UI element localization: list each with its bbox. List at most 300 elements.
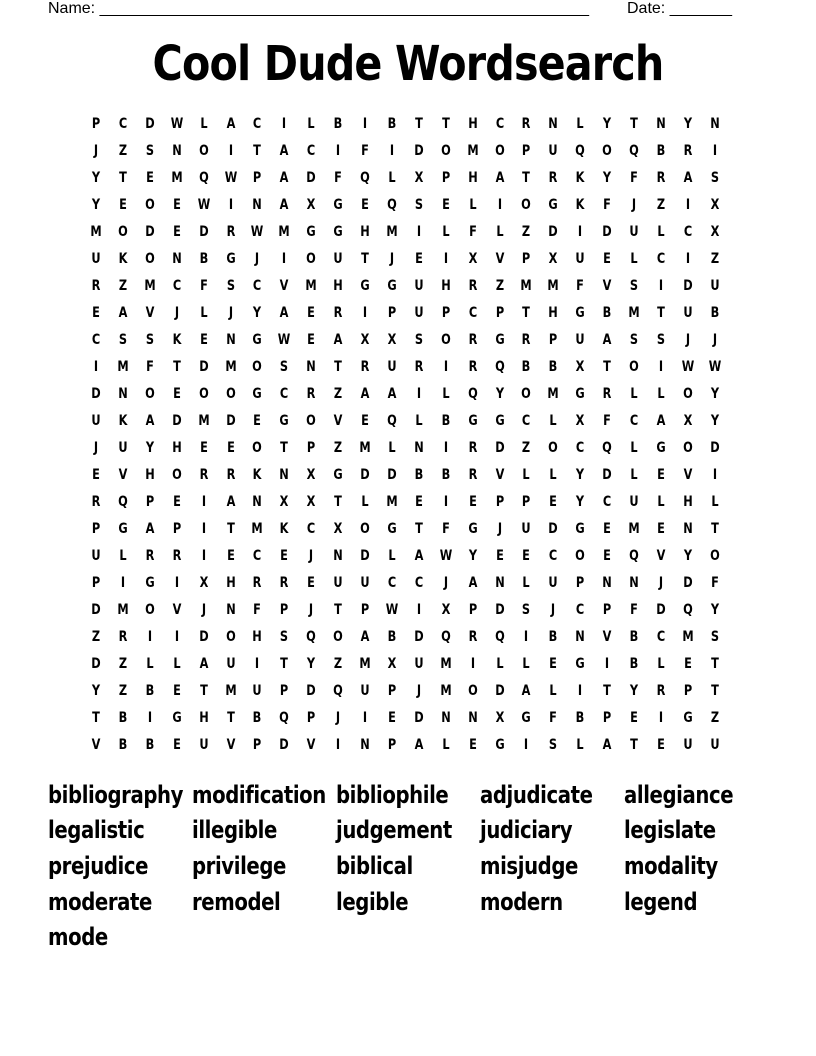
- grid-letter[interactable]: J: [712, 332, 717, 348]
- grid-letter[interactable]: T: [226, 710, 235, 726]
- grid-letter[interactable]: I: [416, 386, 421, 402]
- grid-letter[interactable]: S: [522, 602, 531, 618]
- grid-letter[interactable]: L: [549, 467, 557, 483]
- grid-letter[interactable]: N: [602, 575, 612, 591]
- grid-letter[interactable]: G: [575, 521, 585, 537]
- grid-letter[interactable]: E: [226, 440, 235, 456]
- grid-letter[interactable]: D: [683, 575, 693, 591]
- grid-letter[interactable]: O: [144, 602, 155, 618]
- grid-letter[interactable]: R: [522, 116, 531, 132]
- grid-letter[interactable]: S: [145, 332, 154, 348]
- grid-letter[interactable]: A: [333, 332, 343, 348]
- grid-letter[interactable]: P: [522, 251, 531, 267]
- grid-letter[interactable]: I: [255, 656, 260, 672]
- grid-letter[interactable]: C: [576, 602, 585, 618]
- grid-letter[interactable]: X: [548, 251, 558, 267]
- grid-letter[interactable]: Q: [306, 629, 317, 645]
- grid-letter[interactable]: N: [360, 737, 370, 753]
- grid-letter[interactable]: T: [603, 359, 611, 375]
- grid-letter[interactable]: E: [307, 332, 316, 348]
- grid-letter[interactable]: X: [306, 197, 316, 213]
- grid-letter[interactable]: O: [440, 332, 451, 348]
- grid-letter[interactable]: M: [440, 683, 452, 699]
- grid-letter[interactable]: D: [494, 440, 505, 456]
- grid-letter[interactable]: V: [306, 737, 316, 753]
- grid-letter[interactable]: J: [416, 683, 421, 699]
- grid-letter[interactable]: T: [657, 305, 665, 321]
- grid-letter[interactable]: C: [656, 629, 666, 645]
- grid-letter[interactable]: N: [171, 251, 182, 267]
- grid-letter[interactable]: F: [468, 224, 477, 240]
- grid-letter[interactable]: I: [120, 575, 125, 591]
- grid-letter[interactable]: O: [440, 143, 451, 159]
- grid-letter[interactable]: Y: [602, 170, 612, 186]
- grid-letter[interactable]: U: [548, 143, 558, 159]
- grid-letter[interactable]: Z: [118, 656, 127, 672]
- grid-letter[interactable]: T: [441, 116, 450, 132]
- grid-letter[interactable]: M: [305, 278, 317, 294]
- grid-letter[interactable]: Y: [91, 170, 101, 186]
- grid-letter[interactable]: J: [93, 440, 99, 456]
- grid-letter[interactable]: I: [147, 710, 152, 726]
- grid-letter[interactable]: E: [495, 548, 504, 564]
- grid-letter[interactable]: D: [198, 359, 209, 375]
- grid-letter[interactable]: L: [119, 548, 127, 564]
- grid-letter[interactable]: D: [414, 710, 424, 726]
- grid-letter[interactable]: X: [575, 359, 585, 375]
- grid-letter[interactable]: T: [172, 359, 181, 375]
- grid-letter[interactable]: Y: [91, 683, 101, 699]
- grid-letter[interactable]: I: [685, 251, 690, 267]
- grid-letter[interactable]: N: [171, 143, 182, 159]
- grid-letter[interactable]: V: [172, 602, 182, 618]
- grid-letter[interactable]: I: [362, 116, 368, 132]
- grid-letter[interactable]: J: [443, 575, 448, 591]
- grid-letter[interactable]: H: [225, 575, 236, 591]
- grid-letter[interactable]: T: [280, 440, 289, 456]
- grid-letter[interactable]: P: [172, 521, 181, 537]
- grid-letter[interactable]: N: [118, 386, 128, 402]
- grid-letter[interactable]: L: [442, 737, 450, 753]
- grid-letter[interactable]: R: [91, 494, 101, 510]
- grid-letter[interactable]: B: [575, 710, 585, 726]
- grid-letter[interactable]: X: [414, 170, 424, 186]
- grid-letter[interactable]: E: [253, 413, 262, 429]
- grid-letter[interactable]: Z: [522, 224, 531, 240]
- grid-letter[interactable]: I: [147, 629, 152, 645]
- grid-letter[interactable]: M: [628, 521, 640, 537]
- grid-letter[interactable]: V: [602, 629, 612, 645]
- grid-letter[interactable]: H: [467, 170, 478, 186]
- grid-letter[interactable]: U: [629, 224, 639, 240]
- grid-letter[interactable]: F: [630, 170, 638, 186]
- grid-letter[interactable]: M: [90, 224, 102, 240]
- grid-letter[interactable]: P: [360, 602, 370, 618]
- grid-letter[interactable]: V: [279, 278, 289, 294]
- grid-letter[interactable]: D: [225, 413, 236, 429]
- grid-letter[interactable]: M: [547, 386, 559, 402]
- grid-letter[interactable]: F: [603, 197, 611, 213]
- grid-letter[interactable]: U: [683, 737, 693, 753]
- grid-letter[interactable]: J: [309, 548, 314, 564]
- grid-letter[interactable]: E: [92, 467, 100, 483]
- grid-letter[interactable]: D: [548, 224, 559, 240]
- grid-letter[interactable]: E: [119, 197, 127, 213]
- grid-letter[interactable]: T: [334, 494, 342, 510]
- grid-letter[interactable]: Q: [575, 143, 586, 159]
- grid-letter[interactable]: D: [306, 170, 316, 186]
- grid-letter[interactable]: D: [387, 467, 397, 483]
- grid-letter[interactable]: E: [172, 683, 181, 699]
- grid-letter[interactable]: B: [441, 413, 451, 429]
- grid-letter[interactable]: E: [388, 710, 396, 726]
- grid-letter[interactable]: U: [333, 575, 343, 591]
- grid-letter[interactable]: Q: [360, 170, 370, 186]
- grid-letter[interactable]: N: [279, 467, 290, 483]
- grid-letter[interactable]: D: [414, 629, 424, 645]
- grid-letter[interactable]: F: [549, 710, 558, 726]
- grid-letter[interactable]: P: [253, 737, 262, 753]
- grid-letter[interactable]: R: [468, 278, 477, 294]
- grid-letter[interactable]: O: [144, 197, 155, 213]
- grid-letter[interactable]: A: [118, 305, 128, 321]
- grid-letter[interactable]: U: [387, 359, 397, 375]
- grid-letter[interactable]: C: [683, 224, 692, 240]
- grid-letter[interactable]: B: [656, 143, 666, 159]
- grid-letter[interactable]: E: [603, 548, 611, 564]
- grid-letter[interactable]: L: [657, 656, 665, 672]
- grid-letter[interactable]: P: [91, 116, 101, 132]
- grid-letter[interactable]: W: [170, 116, 183, 132]
- grid-letter[interactable]: L: [657, 224, 665, 240]
- grid-letter[interactable]: I: [416, 224, 421, 240]
- grid-letter[interactable]: Q: [440, 629, 451, 645]
- grid-letter[interactable]: E: [145, 170, 154, 186]
- grid-letter[interactable]: R: [656, 683, 666, 699]
- grid-letter[interactable]: I: [443, 494, 448, 510]
- grid-letter[interactable]: V: [656, 548, 666, 564]
- grid-letter[interactable]: D: [279, 737, 290, 753]
- grid-letter[interactable]: E: [172, 386, 181, 402]
- grid-letter[interactable]: I: [658, 710, 663, 726]
- grid-letter[interactable]: E: [522, 548, 531, 564]
- grid-letter[interactable]: B: [387, 116, 397, 132]
- grid-letter[interactable]: P: [495, 305, 504, 321]
- grid-letter[interactable]: C: [576, 440, 585, 456]
- grid-letter[interactable]: E: [549, 656, 558, 672]
- grid-letter[interactable]: T: [361, 251, 369, 267]
- grid-letter[interactable]: A: [226, 116, 235, 132]
- grid-letter[interactable]: Q: [602, 440, 612, 456]
- grid-letter[interactable]: F: [253, 602, 262, 618]
- grid-letter[interactable]: Q: [494, 359, 505, 375]
- grid-letter[interactable]: E: [172, 494, 181, 510]
- grid-letter[interactable]: G: [172, 710, 182, 726]
- grid-letter[interactable]: O: [333, 629, 343, 645]
- grid-letter[interactable]: N: [333, 548, 343, 564]
- grid-letter[interactable]: G: [225, 251, 236, 267]
- grid-letter[interactable]: A: [145, 413, 155, 429]
- grid-letter[interactable]: K: [118, 413, 128, 429]
- grid-letter[interactable]: G: [387, 278, 397, 294]
- grid-letter[interactable]: D: [548, 521, 559, 537]
- grid-letter[interactable]: U: [414, 278, 424, 294]
- grid-letter[interactable]: A: [387, 386, 397, 402]
- grid-letter[interactable]: H: [467, 116, 478, 132]
- grid-letter[interactable]: P: [387, 305, 397, 321]
- grid-letter[interactable]: L: [711, 494, 719, 510]
- grid-letter[interactable]: S: [226, 278, 235, 294]
- grid-letter[interactable]: T: [199, 683, 208, 699]
- grid-letter[interactable]: I: [201, 494, 206, 510]
- grid-letter[interactable]: U: [575, 251, 585, 267]
- grid-letter[interactable]: T: [253, 143, 262, 159]
- grid-letter[interactable]: O: [225, 629, 236, 645]
- grid-letter[interactable]: C: [387, 575, 397, 591]
- grid-letter[interactable]: U: [548, 575, 558, 591]
- grid-letter[interactable]: B: [333, 116, 343, 132]
- grid-letter[interactable]: E: [657, 737, 665, 753]
- grid-letter[interactable]: H: [360, 224, 370, 240]
- grid-letter[interactable]: R: [360, 359, 370, 375]
- grid-letter[interactable]: D: [494, 683, 505, 699]
- grid-letter[interactable]: I: [228, 197, 233, 213]
- grid-letter[interactable]: G: [467, 413, 478, 429]
- grid-letter[interactable]: Y: [710, 413, 719, 429]
- grid-letter[interactable]: F: [334, 170, 342, 186]
- grid-letter[interactable]: U: [575, 332, 585, 348]
- grid-letter[interactable]: R: [226, 467, 235, 483]
- grid-letter[interactable]: N: [252, 494, 263, 510]
- grid-letter[interactable]: M: [144, 278, 156, 294]
- grid-letter[interactable]: N: [548, 116, 559, 132]
- grid-letter[interactable]: R: [172, 548, 182, 564]
- grid-letter[interactable]: B: [118, 710, 128, 726]
- grid-letter[interactable]: E: [414, 494, 423, 510]
- grid-letter[interactable]: G: [494, 413, 505, 429]
- grid-letter[interactable]: W: [681, 359, 695, 375]
- grid-letter[interactable]: G: [306, 224, 316, 240]
- grid-letter[interactable]: U: [710, 737, 720, 753]
- grid-letter[interactable]: P: [91, 575, 101, 591]
- grid-letter[interactable]: I: [362, 710, 368, 726]
- grid-letter[interactable]: Q: [198, 170, 209, 186]
- grid-letter[interactable]: M: [251, 521, 264, 537]
- grid-letter[interactable]: I: [578, 683, 583, 699]
- grid-letter[interactable]: I: [712, 143, 717, 159]
- grid-letter[interactable]: S: [710, 170, 719, 186]
- grid-letter[interactable]: G: [333, 197, 343, 213]
- grid-letter[interactable]: P: [91, 521, 101, 537]
- grid-letter[interactable]: J: [685, 332, 690, 348]
- grid-letter[interactable]: U: [629, 494, 639, 510]
- grid-letter[interactable]: J: [201, 602, 206, 618]
- grid-letter[interactable]: C: [118, 116, 128, 132]
- grid-letter[interactable]: K: [575, 170, 585, 186]
- grid-letter[interactable]: D: [145, 224, 155, 240]
- grid-letter[interactable]: O: [629, 359, 639, 375]
- grid-letter[interactable]: S: [145, 143, 154, 159]
- grid-letter[interactable]: M: [117, 602, 129, 618]
- grid-letter[interactable]: L: [630, 386, 638, 402]
- grid-letter[interactable]: P: [280, 602, 289, 618]
- grid-letter[interactable]: D: [198, 629, 209, 645]
- grid-letter[interactable]: V: [495, 251, 504, 267]
- grid-letter[interactable]: B: [118, 737, 128, 753]
- grid-letter[interactable]: O: [144, 386, 155, 402]
- grid-letter[interactable]: N: [629, 575, 639, 591]
- grid-letter[interactable]: G: [656, 440, 666, 456]
- grid-letter[interactable]: D: [198, 224, 209, 240]
- grid-letter[interactable]: Y: [710, 386, 719, 402]
- grid-letter[interactable]: Y: [253, 305, 262, 321]
- grid-letter[interactable]: K: [279, 521, 289, 537]
- grid-letter[interactable]: C: [414, 575, 423, 591]
- grid-letter[interactable]: S: [414, 332, 423, 348]
- grid-letter[interactable]: O: [360, 521, 370, 537]
- grid-letter[interactable]: P: [387, 683, 397, 699]
- grid-letter[interactable]: K: [172, 332, 182, 348]
- grid-letter[interactable]: X: [306, 494, 316, 510]
- grid-letter[interactable]: P: [280, 683, 289, 699]
- grid-letter[interactable]: D: [360, 548, 370, 564]
- grid-letter[interactable]: T: [119, 170, 127, 186]
- grid-letter[interactable]: X: [279, 494, 289, 510]
- grid-letter[interactable]: B: [602, 305, 612, 321]
- grid-letter[interactable]: I: [335, 737, 341, 753]
- grid-letter[interactable]: L: [522, 656, 531, 672]
- grid-letter[interactable]: T: [710, 656, 719, 672]
- grid-letter[interactable]: R: [548, 170, 558, 186]
- grid-letter[interactable]: A: [145, 521, 155, 537]
- grid-letter[interactable]: O: [118, 224, 128, 240]
- grid-letter[interactable]: C: [91, 332, 101, 348]
- grid-letter[interactable]: I: [93, 359, 99, 375]
- grid-letter[interactable]: A: [279, 305, 289, 321]
- grid-letter[interactable]: T: [280, 656, 289, 672]
- grid-letter[interactable]: R: [414, 359, 424, 375]
- grid-letter[interactable]: D: [171, 413, 182, 429]
- grid-letter[interactable]: C: [495, 116, 504, 132]
- grid-letter[interactable]: P: [522, 143, 531, 159]
- grid-letter[interactable]: D: [360, 467, 370, 483]
- grid-letter[interactable]: E: [468, 737, 477, 753]
- grid-letter[interactable]: I: [578, 224, 583, 240]
- grid-letter[interactable]: P: [602, 710, 612, 726]
- grid-letter[interactable]: C: [656, 251, 666, 267]
- grid-letter[interactable]: G: [252, 386, 263, 402]
- grid-letter[interactable]: B: [522, 359, 531, 375]
- grid-letter[interactable]: A: [226, 494, 235, 510]
- grid-letter[interactable]: P: [253, 170, 262, 186]
- grid-letter[interactable]: N: [575, 629, 585, 645]
- grid-letter[interactable]: V: [333, 413, 343, 429]
- grid-letter[interactable]: V: [145, 305, 155, 321]
- grid-letter[interactable]: G: [575, 656, 585, 672]
- grid-letter[interactable]: W: [197, 197, 210, 213]
- grid-letter[interactable]: I: [604, 656, 610, 672]
- grid-letter[interactable]: N: [252, 197, 263, 213]
- grid-letter[interactable]: I: [416, 602, 421, 618]
- grid-letter[interactable]: M: [359, 656, 371, 672]
- grid-letter[interactable]: Q: [682, 602, 693, 618]
- grid-letter[interactable]: C: [549, 548, 558, 564]
- grid-letter[interactable]: B: [441, 467, 451, 483]
- grid-letter[interactable]: P: [145, 494, 154, 510]
- grid-letter[interactable]: C: [629, 413, 639, 429]
- grid-letter[interactable]: L: [388, 170, 396, 186]
- grid-letter[interactable]: J: [255, 251, 260, 267]
- grid-letter[interactable]: A: [360, 386, 370, 402]
- grid-letter[interactable]: O: [306, 251, 317, 267]
- grid-letter[interactable]: J: [631, 197, 637, 213]
- grid-letter[interactable]: I: [282, 251, 287, 267]
- grid-letter[interactable]: H: [145, 467, 155, 483]
- grid-letter[interactable]: R: [91, 278, 101, 294]
- grid-letter[interactable]: O: [306, 413, 317, 429]
- grid-letter[interactable]: Q: [387, 197, 397, 213]
- grid-letter[interactable]: T: [630, 116, 638, 132]
- grid-letter[interactable]: O: [602, 143, 612, 159]
- grid-letter[interactable]: Z: [333, 656, 343, 672]
- grid-letter[interactable]: B: [199, 251, 208, 267]
- grid-letter[interactable]: W: [708, 359, 721, 375]
- grid-letter[interactable]: D: [91, 602, 101, 618]
- grid-letter[interactable]: G: [494, 737, 505, 753]
- grid-letter[interactable]: I: [335, 143, 341, 159]
- grid-letter[interactable]: I: [685, 197, 690, 213]
- grid-letter[interactable]: O: [494, 143, 505, 159]
- grid-letter[interactable]: U: [414, 656, 424, 672]
- grid-letter[interactable]: U: [710, 278, 720, 294]
- grid-letter[interactable]: U: [91, 251, 101, 267]
- grid-letter[interactable]: P: [495, 494, 504, 510]
- grid-letter[interactable]: X: [360, 332, 370, 348]
- grid-letter[interactable]: N: [656, 116, 666, 132]
- grid-letter[interactable]: U: [252, 683, 262, 699]
- grid-letter[interactable]: G: [118, 521, 128, 537]
- grid-letter[interactable]: A: [683, 170, 693, 186]
- grid-letter[interactable]: Z: [118, 683, 127, 699]
- grid-letter[interactable]: U: [360, 683, 370, 699]
- grid-letter[interactable]: S: [629, 278, 639, 294]
- grid-letter[interactable]: G: [683, 710, 693, 726]
- grid-letter[interactable]: Y: [576, 494, 585, 510]
- grid-letter[interactable]: X: [387, 332, 397, 348]
- grid-letter[interactable]: I: [443, 359, 448, 375]
- grid-letter[interactable]: E: [307, 305, 316, 321]
- grid-letter[interactable]: I: [712, 467, 717, 483]
- grid-letter[interactable]: E: [657, 467, 665, 483]
- grid-letter[interactable]: F: [199, 278, 208, 294]
- grid-letter[interactable]: I: [524, 737, 529, 753]
- grid-letter[interactable]: L: [415, 413, 423, 429]
- grid-letter[interactable]: E: [226, 548, 235, 564]
- grid-letter[interactable]: A: [414, 737, 424, 753]
- grid-letter[interactable]: A: [602, 332, 612, 348]
- grid-letter[interactable]: S: [118, 332, 127, 348]
- grid-letter[interactable]: R: [468, 440, 477, 456]
- grid-letter[interactable]: C: [253, 548, 262, 564]
- grid-letter[interactable]: B: [629, 629, 639, 645]
- grid-letter[interactable]: E: [199, 440, 208, 456]
- grid-letter[interactable]: A: [279, 143, 289, 159]
- grid-letter[interactable]: M: [359, 440, 371, 456]
- grid-letter[interactable]: D: [683, 278, 693, 294]
- grid-letter[interactable]: E: [441, 197, 450, 213]
- grid-letter[interactable]: Z: [333, 440, 343, 456]
- grid-letter[interactable]: F: [361, 143, 369, 159]
